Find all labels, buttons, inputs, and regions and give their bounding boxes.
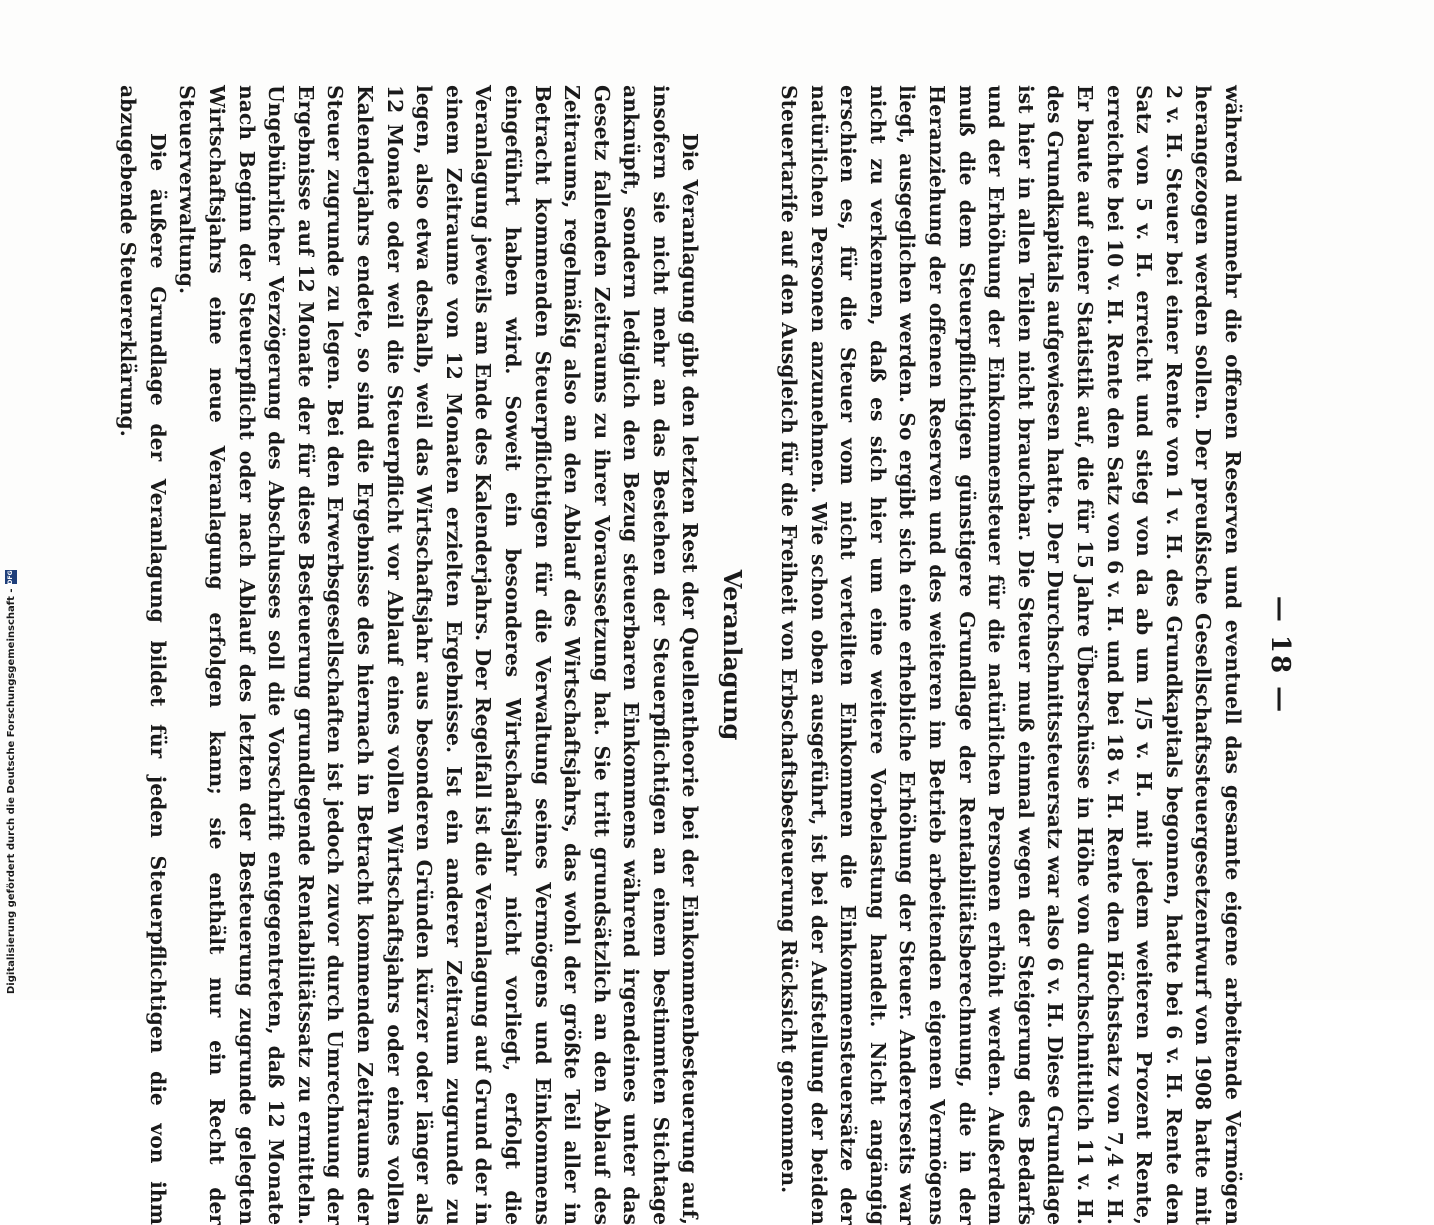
paragraph-2: Die Veranlagung gibt den letzten Rest der Quellentheorie bei der Einkommenbesteuerung auf, insofern sie nicht mehr an das Bestehen der Steuerpflichtigen an einem bestimmten Stichtage anknüpft, sondern lediglich den Bezug steuerbaren Einkommens während irgendeines unter das Gesetz fallenden Zeitraums zu ihrer Voraussetzung hat. Sie tritt grundsätzlich an den Ablauf des Zeitraums, regelmäßig also an den Ablauf des Wirtschaftsjahrs, das wohl der größte Teil aller in Betracht kommenden Steuerpflichtigen für die Verwaltung seines Vermögens und Einkommens eingeführt haben wird. Soweit ein besonderes Wirtschaftsjahr nicht vorliegt, erfolgt die Veranlagung jeweils am Ende des Kalenderjahrs. Der Regelfall ist die Veranlagung auf Grund der in einem Zeitraume von 12 Monaten erzielten Ergebnisse. Ist ein anderer Zeitraum zugrunde zu legen, also etwa deshalb, weil das Wirtschaftsjahr aus besonderen Gründen kürzer oder länger als 12 Monate oder weil die Steuerpflicht vor Ablauf eines vollen Wirtschaftsjahrs oder eines vollen Kalenderjahrs endete, so sind die Ergebnisse des hiernach in Betracht kommenden Zeitraums der Steuer zugrunde zu legen. Bei den Erwerbsgesellschaften ist jedoch zuvor durch Umrechnung der Ergebnisse auf 12 Monate der für diese Besteuerung grundlegende Rentabilitätssatz zu ermitteln. Ungebührlicher Verzögerung des Abschlusses soll die Vorschrift entgegentreten, daß 12 Monate nach Beginn der Steuerpflicht oder nach Ablauf des letzten der Besteuerung zugrunde gelegten Wirtschaftsjahrs eine neue Veranlagung erfolgen kann; sie enthält nur ein Recht der Steuerverwaltung. (175, 85, 703, 1225)
rotated-page-content (116, 85, 1295, 1225)
dfg-logo: DFG (5, 570, 17, 584)
digitization-note-text: Digitalisierung gefördert durch die Deutsche Forschungsgemeinschaft - (5, 588, 17, 994)
paragraph-1: während nunmehr die offenen Reserven und eventuell das gesamte eigene arbeitende Vermögen herangezogen werden sollen. Der preußische Gesellschaftssteuergesetzentwurf von 1908 hatte mit 2 v. H. Steuer bei einer Rente von 1 v. H. des Grundkapitals begonnen, hatte bei 6 v. H. Rente den Satz von 5 v. H. erreicht und stieg von da ab um 1/5 v. H. mit jedem weiteren Prozent Rente, erreichte bei 10 v. H. Rente den Satz von 6 v. H. und bei 18 v. H. Rente den Höchstsatz von 7,4 v. H. Er baute auf einer Statistik auf, die für 15 Jahre Überschüsse in Höhe von durchschnittlich 11 v. H. des Grundkapitals aufgewiesen hatte. Der Durchschnittssteuersatz war also 6 v. H. Diese Grundlage ist hier in allen Teilen nicht brauchbar. Die Steuer muß einmal wegen der Steigerung des Bedarfs und der Erhöhung der Einkommensteuer für die natürlichen Personen erhöht werden. Außerdem muß die dem Steuerpflichtigen günstigere Grundlage der Rentabilitätsberechnung, die in der Heranziehung der offenen Reserven und des weiteren im Betrieb arbeitenden eigenen Vermögens liegt, ausgeglichen werden. So ergibt sich eine erhebliche Erhöhung der Steuer. Andererseits war nicht zu verkennen, daß es sich hier um eine weitere Vorbelastung handelt. Nicht angängig erschien es, für die Steuer vom nicht verteilten Einkommen die Einkommensteuersätze der natürlichen Personen anzunehmen. Wie schon oben ausgeführt, ist bei der Aufstellung der beiden Steuertarife auf den Ausgleich für die Freiheit von Erbschaftsbesteuerung Rücksicht genommen. (777, 85, 1245, 1225)
digitization-note (2, 570, 20, 994)
page-number: — 18 — (1265, 595, 1295, 715)
paragraph-3: Die äußere Grundlage der Veranlagung bildet für jeden Steuerpflichtigen die von ihm abzugebende Steuererklärung. (116, 85, 170, 1225)
section-heading-veranlagung: Veranlagung (718, 569, 748, 741)
